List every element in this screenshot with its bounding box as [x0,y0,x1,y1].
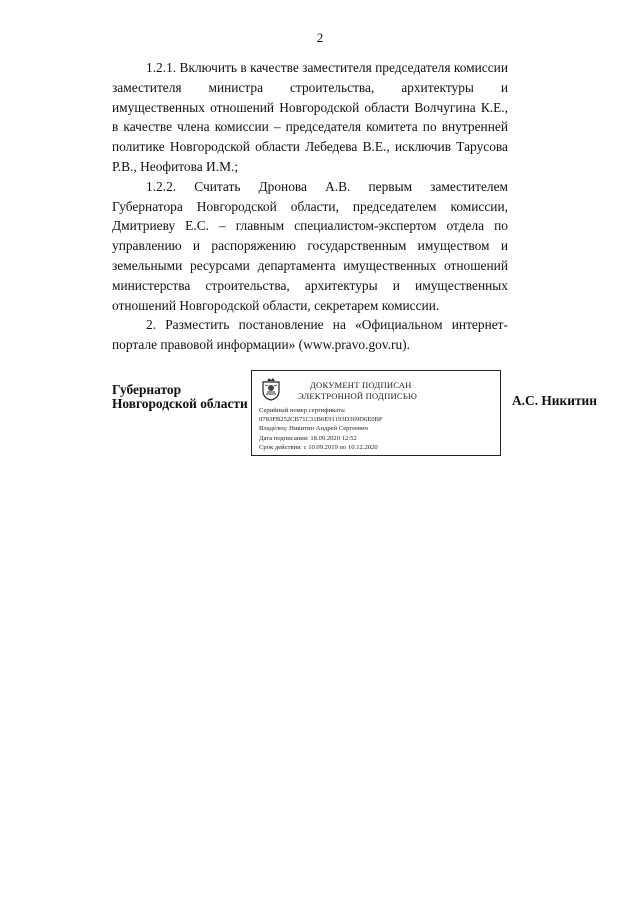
stamp-heading [298,380,417,402]
stamp-details [259,406,383,452]
signer-title [112,383,248,411]
stamp-validity: Срок действия: с 10.09.2019 по 10.12.2020 [259,443,378,451]
paragraph-2: 2. Разместить постановление на «Официальном интернет-портале правовой информации» (www.pravo.gov.ru). [112,317,508,353]
electronic-signature-stamp [251,370,501,456]
paragraph-1-2-1: 1.2.1. Включить в качестве заместителя председателя комиссии заместителя министра строительства, архитектуры и имущественных отношений Новгородской области Волчугина К.Е., в качестве члена комиссии – председателя комитета по внутренней политике Новгородской области Лебедева В.Е., исключив Тарусова Р.В., Неофитова И.М.; [112,60,508,174]
signer-title-line2: Новгородской области [112,396,248,411]
stamp-heading-line1: ДОКУМЕНТ ПОДПИСАН [310,380,412,390]
signature-block [0,370,640,470]
signer-title-line1: Губернатор [112,382,182,397]
signer-name: А.С. Никитин [512,393,597,408]
stamp-serial-label: Серийный номер сертификата: [259,407,346,414]
stamp-heading-line2: ЭЛЕКТРОННОЙ ПОДПИСЬЮ [298,391,418,401]
paragraph-1-2-2: 1.2.2. Считать Дронова А.В. первым заместителем Губернатора Новгородской области, председателем комиссии, Дмитриеву Е.С. – главным специалистом-экспертом отдела по управлению и распоряжению государственным имуществом и земельными ресурсами департамента имущественных отношений министерства строительства, архитектуры и имущественных отношений Новгородской области, секретарем комиссии. [112,178,508,313]
page-number: 2 [316,30,324,45]
stamp-signed-date: Дата подписания: 18.09.2020 12:52 [259,434,357,442]
stamp-serial-value: 0783FB252CB71C31B6E91193D369D6E0BF [259,416,383,424]
coat-of-arms-icon [260,377,282,401]
document-body [112,58,508,355]
stamp-owner: Владелец: Никитин Андрей Сергеевич [259,425,368,433]
